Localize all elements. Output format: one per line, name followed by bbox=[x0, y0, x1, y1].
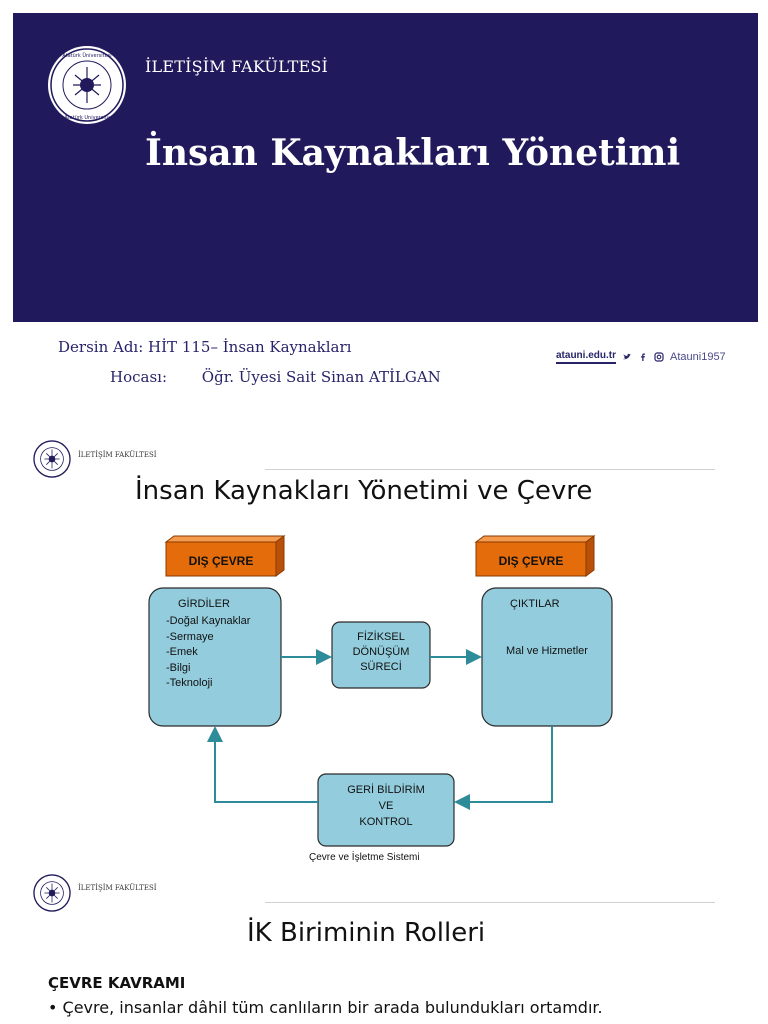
bullet-text: • Çevre, insanlar dâhil tüm canlıların bir arada bulundukları ortamdır. bbox=[48, 998, 603, 1017]
input-item: -Sermaye bbox=[166, 630, 214, 643]
svg-text:Atatürk Üniversitesi: Atatürk Üniversitesi bbox=[62, 53, 112, 59]
svg-text:Atatürk University: Atatürk University bbox=[64, 115, 110, 121]
header-divider bbox=[265, 469, 715, 470]
instructor-name: Öğr. Üyesi Sait Sinan ATİLGAN bbox=[201, 368, 441, 386]
twitter-icon[interactable] bbox=[622, 352, 632, 362]
social-handle: Atauni1957 bbox=[670, 351, 726, 363]
slide-title-roles: İK Biriminin Rolleri bbox=[247, 918, 486, 948]
process-box-label bbox=[332, 630, 430, 675]
feedback-line: KONTROL bbox=[359, 816, 413, 828]
outer-environment-label-left: DIŞ ÇEVRE bbox=[188, 554, 254, 568]
instagram-icon[interactable] bbox=[654, 352, 664, 362]
instructor-line bbox=[110, 368, 441, 386]
course-name: Dersin Adı: HİT 115– İnsan Kaynakları bbox=[58, 338, 352, 356]
inputs-list bbox=[166, 614, 250, 692]
university-seal-logo bbox=[47, 45, 127, 125]
input-item: -Teknoloji bbox=[166, 677, 213, 689]
process-line: SÜRECİ bbox=[360, 661, 402, 673]
feedback-line: GERİ BİLDİRİM bbox=[347, 784, 425, 796]
website-link[interactable]: atauni.edu.tr bbox=[556, 350, 616, 364]
instructor-label: Hocası: bbox=[110, 368, 168, 386]
section-heading: ÇEVRE KAVRAMI bbox=[48, 974, 186, 992]
faculty-name-small: İLETİŞİM FAKÜLTESİ bbox=[78, 884, 157, 892]
header-divider bbox=[265, 902, 715, 903]
university-seal-logo-small bbox=[33, 440, 71, 478]
faculty-name: İLETİŞİM FAKÜLTESİ bbox=[145, 57, 329, 76]
diagram-caption: Çevre ve İşletme Sistemi bbox=[309, 852, 420, 863]
environment-system-diagram bbox=[140, 530, 620, 870]
outputs-title: ÇIKTILAR bbox=[510, 598, 560, 610]
input-item: -Doğal Kaynaklar bbox=[166, 615, 251, 627]
social-links bbox=[556, 350, 726, 364]
feedback-line: VE bbox=[378, 800, 394, 812]
input-item: -Emek bbox=[166, 646, 198, 658]
faculty-name-small: İLETİŞİM FAKÜLTESİ bbox=[78, 451, 157, 459]
process-line: FİZİKSEL bbox=[357, 631, 405, 643]
inputs-title: GİRDİLER bbox=[178, 598, 230, 610]
slide-title: İnsan Kaynakları Yönetimi bbox=[145, 132, 681, 174]
outputs-label: Mal ve Hizmetler bbox=[506, 645, 588, 657]
facebook-icon[interactable] bbox=[638, 352, 648, 362]
outer-environment-label-right: DIŞ ÇEVRE bbox=[498, 554, 564, 568]
process-line: DÖNÜŞÜM bbox=[352, 646, 410, 658]
university-seal-logo-small bbox=[33, 874, 71, 912]
slide-title-environment: İnsan Kaynakları Yönetimi ve Çevre bbox=[135, 476, 593, 506]
input-item: -Bilgi bbox=[166, 661, 191, 674]
feedback-box-label bbox=[318, 782, 454, 830]
